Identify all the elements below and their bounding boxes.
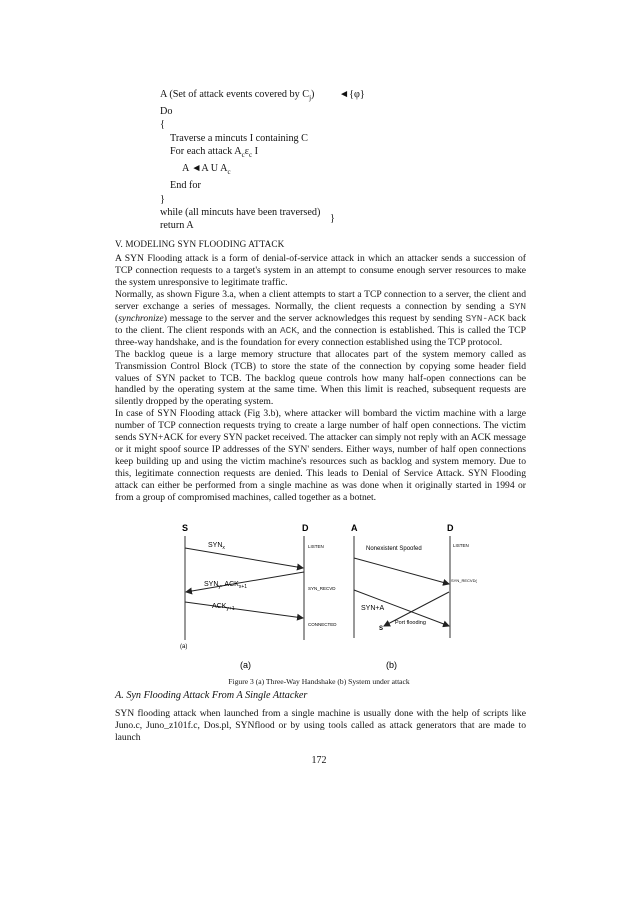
panel-b-label: (b) <box>386 660 397 670</box>
section-heading: V. MODELING SYN FLOODING ATTACK <box>115 239 285 249</box>
syn-sub: x <box>222 545 225 551</box>
subsection-heading: A. Syn Flooding Attack From A Single Attacker <box>115 690 308 701</box>
syn-label: SYN <box>208 542 223 549</box>
syna-label: SYN+A <box>361 605 385 612</box>
algo-traverse: Traverse a mincuts I containing C <box>170 132 308 144</box>
algo-final-brace: } <box>330 213 335 224</box>
svg-text:SYNx <box>208 542 225 551</box>
algo-line-1: A (Set of attack events covered by $C_j$) ◄{φ} <box>160 89 365 103</box>
ack-arrow <box>185 602 303 618</box>
panel-a-label: (a) <box>240 660 251 670</box>
connected-label: CONNECTED <box>308 622 337 627</box>
panel-a-corner: (a) <box>180 644 188 650</box>
port-flooding-label: Port flooding <box>395 620 426 626</box>
synack-sub: y <box>218 584 221 590</box>
paragraph-1: A SYN Flooding attack is a form of denial-of-service attack in which an attacker sends a succession of TCP connection requests to a target's system in an attempt to consume enough server resources to make the system unresponsive to legitimate traffic. <box>115 253 526 288</box>
subsection-paragraph: SYN flooding attack when launched from a single machine is usually done with the help of scripts like Juno.c, Juno_z101f.c, Dos.pl, SYNflood or by using tools called as attack generators that are made to launch <box>115 708 526 743</box>
synrecvd-label-a: SYN_RECVD <box>308 586 336 591</box>
page-number: 172 <box>311 755 327 766</box>
panel-a-d-label: D <box>302 523 309 533</box>
paragraph-4: In case of SYN Flooding attack (Fig 3.b), where attacker will bombard the victim machine with a large number of TCP connection requests trying to create a large number of half open connections. The victim sends SYN+ACK for every SYN packet received. The attacker can simply not reply with an ACK message or it might spoof source IP addresses of the SYN' senders. Either ways, number of half open connections keep building up and using the victim machine's resources such as backlog and system memory. Due to this, legitimate connection requests are denied. This leads to Denial of Service Attack. SYN Flooding attack can either be performed from a single machine as was done when it originally started in 1994 or from a group of compromised machines, called together as a botnet. <box>115 408 526 504</box>
algo-assign: A ◄A U $A_c$ <box>182 163 231 177</box>
panel-a-s-label: S <box>182 523 189 533</box>
algo-endfor: End for <box>170 180 201 192</box>
ack-label: ACK <box>212 603 227 610</box>
panel-b-a-label: A <box>351 523 358 533</box>
synack-label: SYN <box>204 581 219 588</box>
algorithm-block <box>160 88 390 232</box>
figure-caption: Figure 3 (a) Three-Way Handshake (b) System under attack <box>228 677 410 686</box>
subsection-body <box>115 708 526 744</box>
ack-sub: y+1 <box>226 606 235 612</box>
panel-b-s-label: S <box>379 626 384 632</box>
listen-label-b: LISTEN <box>453 543 469 548</box>
panel-b-d-label: D <box>447 523 454 533</box>
synack-sub2: x+1 <box>238 584 248 590</box>
figure-3-diagram <box>168 522 477 672</box>
section-body <box>115 253 526 504</box>
listen-label-a: LISTEN <box>308 544 324 549</box>
synack-tail: , ACK <box>220 581 239 588</box>
algo-return: return A <box>160 219 194 231</box>
algo-open-brace: { <box>160 119 165 131</box>
paragraph-3: The backlog queue is a large memory structure that allocates part of the system memory called as Transmission Control Block (TCB) to store the state of the connection by copying some header field values of SYN packet to TCB. The backlog queue controls how many half-open connections can be handled by the operating system at the same time. When this limit is reached, subsequent requests are silently dropped by the operating system. <box>115 348 526 408</box>
figure-3 <box>168 522 477 672</box>
paragraph-2: Normally, as shown Figure 3.a, when a client attempts to start a TCP connection to a server, the client and server exchange a series of messages. Normally, the client requests a connection by sending a SYN (synchronize) message to the server and the server acknowledges this request by sending SYN-ACK back to the client. The client responds with an ACK, and the connection is established. This is called the TCP three-way handshake, and is the foundation for every connection established using the TCP protocol. <box>115 288 526 348</box>
algo-foreach: For each attack $A_c\varepsilon_c$ I <box>170 145 259 159</box>
spoofed-syn-arrow <box>354 558 449 584</box>
svg-text:ACKy+1 <box>212 603 235 612</box>
syn-arrow <box>185 548 303 568</box>
algo-close-brace: } <box>160 193 165 205</box>
algo-do: Do <box>160 106 173 118</box>
algo-while: while (all mincuts have been traversed) <box>160 206 321 218</box>
spoofed-label: Nonexistent Spoofed <box>366 546 422 552</box>
synrecvd-label-b: SYN_RECVD( <box>451 578 477 583</box>
